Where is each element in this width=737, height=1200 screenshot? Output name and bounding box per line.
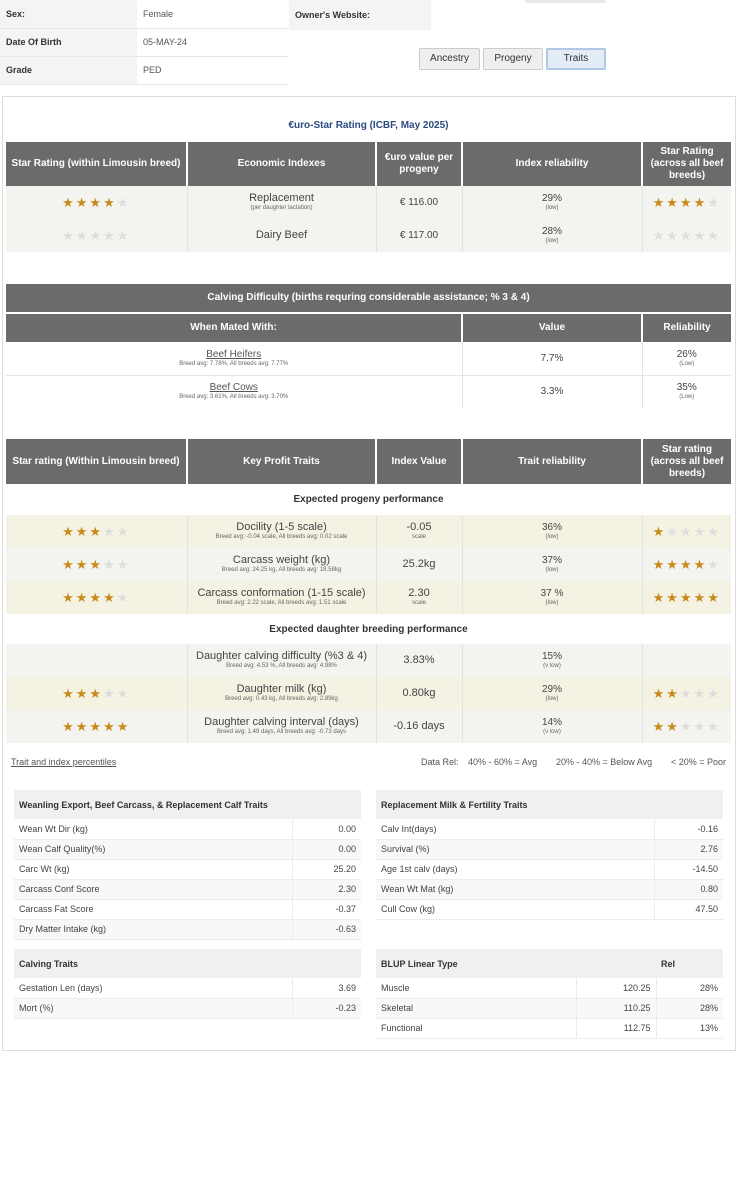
- star-filled-icon: ★: [75, 718, 90, 734]
- trait-label: Carc Wt (kg): [14, 859, 292, 879]
- star-filled-icon: ★: [666, 589, 680, 605]
- star-empty-icon: ★: [693, 523, 708, 539]
- reliability-value: 35%: [676, 382, 697, 394]
- star-filled-icon: ★: [75, 589, 90, 605]
- trait-label: Wean Wt Mat (kg): [376, 879, 654, 899]
- rel-header: Rel: [656, 949, 723, 978]
- trait-label: Muscle: [376, 978, 576, 998]
- table-row: [14, 919, 361, 939]
- index-name: Dairy Beef: [255, 229, 308, 241]
- calving-difficulty-table: [6, 284, 731, 408]
- star-empty-icon: ★: [693, 685, 708, 701]
- table-row: [6, 644, 731, 677]
- trait-rel: 28%: [656, 998, 723, 1018]
- star-filled-icon: ★: [652, 556, 667, 572]
- table-row: [6, 186, 731, 219]
- star-empty-icon: ★: [707, 718, 721, 734]
- star-rating: [62, 686, 130, 701]
- trait-name: Carcass weight (kg): [232, 554, 331, 566]
- star-filled-icon: ★: [89, 589, 104, 605]
- table-header-row: [6, 314, 731, 342]
- star-filled-icon: ★: [679, 556, 694, 572]
- info-value: PED: [137, 56, 289, 84]
- reliability-value: 15%: [541, 651, 562, 662]
- trait-value: 2.30: [292, 879, 361, 899]
- trait-value: 110.25: [576, 998, 656, 1018]
- trait-value: 120.25: [576, 978, 656, 998]
- table-row: [6, 515, 731, 548]
- trait-label: Carcass Fat Score: [14, 899, 292, 919]
- info-label: Grade: [0, 56, 137, 84]
- table-row: [14, 978, 361, 998]
- star-filled-icon: ★: [666, 718, 680, 734]
- owners-website-label: Owner's Website:: [289, 0, 431, 30]
- star-filled-icon: ★: [666, 194, 680, 210]
- trait-label: Wean Wt Dir (kg): [14, 819, 292, 839]
- table-header-row: [376, 790, 723, 819]
- info-row: [0, 56, 289, 84]
- star-filled-icon: ★: [652, 685, 667, 701]
- star-empty-icon: ★: [103, 685, 117, 701]
- star-empty-icon: ★: [693, 227, 708, 243]
- trait-label: Functional: [376, 1018, 576, 1038]
- info-label: Date Of Birth: [0, 28, 137, 56]
- star-empty-icon: ★: [707, 227, 721, 243]
- reliability-value: 29%: [541, 193, 562, 204]
- euro-star-title: €uro-Star Rating (ICBF, May 2025): [288, 120, 449, 131]
- breed-average: Breed avg: 7.78%, All breeds avg: 7.77%: [179, 360, 289, 367]
- star-rating: [653, 719, 721, 734]
- star-empty-icon: ★: [89, 227, 104, 243]
- calving-traits-table: [14, 949, 361, 1019]
- star-filled-icon: ★: [652, 589, 667, 605]
- star-rating: [62, 590, 130, 605]
- reliability-level: (Low): [679, 394, 695, 401]
- table-header-row: [6, 142, 731, 186]
- star-filled-icon: ★: [62, 589, 76, 605]
- table-row: [376, 978, 723, 998]
- star-filled-icon: ★: [62, 718, 76, 734]
- calving-value: 7.7%: [462, 342, 642, 375]
- table-row: [14, 819, 361, 839]
- key-profit-traits-table: [6, 439, 731, 743]
- star-rating: [62, 719, 130, 734]
- index-value: -0.05: [406, 521, 432, 533]
- star-rating: [62, 195, 130, 210]
- table-row: [376, 998, 723, 1018]
- weanling-traits-table: [14, 790, 361, 940]
- reliability-value: 37%: [541, 555, 562, 566]
- star-empty-icon: ★: [707, 685, 721, 701]
- trait-label: Dry Matter Intake (kg): [14, 919, 292, 939]
- table-row: [14, 899, 361, 919]
- table-header-row: [376, 949, 723, 978]
- reliability-level: (v low): [543, 663, 561, 669]
- star-empty-icon: ★: [707, 556, 721, 572]
- section-row: [6, 484, 731, 515]
- table-row: [14, 998, 361, 1018]
- star-filled-icon: ★: [693, 589, 708, 605]
- index-value: 2.30: [408, 587, 430, 599]
- tab-ancestry[interactable]: Ancestry: [419, 48, 480, 70]
- reliability-level: (low): [545, 600, 559, 606]
- star-rating: [653, 524, 721, 539]
- trait-label: Cull Cow (kg): [376, 899, 654, 919]
- star-empty-icon: ★: [679, 718, 694, 734]
- star-empty-icon: ★: [116, 227, 131, 243]
- trait-label: Survival (%): [376, 839, 654, 859]
- star-filled-icon: ★: [62, 194, 76, 210]
- breed-average: Breed avg: 4.53 %, All breeds avg: 4.98%: [226, 663, 337, 669]
- info-row: [0, 0, 289, 28]
- column-header: Index Value: [376, 439, 462, 484]
- reliability-value: 14%: [541, 717, 562, 728]
- table-row: [376, 859, 723, 879]
- data-rel-label: Data Rel:: [421, 757, 459, 767]
- column-header: Index reliability: [462, 142, 642, 186]
- star-filled-icon: ★: [652, 523, 667, 539]
- value-unit: scale: [411, 600, 426, 606]
- star-filled-icon: ★: [62, 523, 76, 539]
- breed-average: Breed avg: 24.25 kg, All breeds avg: 18.58kg: [221, 567, 342, 573]
- table-row: [14, 879, 361, 899]
- divider: [525, 0, 606, 3]
- trait-name: Daughter milk (kg): [236, 683, 327, 695]
- index-name: Replacement: [249, 192, 314, 204]
- star-empty-icon: ★: [679, 685, 694, 701]
- index-note: (per daughter lactation): [250, 205, 313, 211]
- trait-value: -0.16: [654, 819, 723, 839]
- trait-name: Daughter calving interval (days): [204, 716, 359, 728]
- info-row: [0, 28, 289, 56]
- star-filled-icon: ★: [116, 718, 131, 734]
- trait-label: Carcass Conf Score: [14, 879, 292, 899]
- reliability-level: (v low): [543, 729, 561, 735]
- reliability-value: 28%: [541, 226, 562, 237]
- beef-cows-link[interactable]: Beef Cows: [209, 382, 258, 394]
- star-empty-icon: ★: [75, 227, 90, 243]
- table-row: [376, 819, 723, 839]
- index-value: 0.80kg: [402, 687, 436, 699]
- table-header-row: [6, 439, 731, 484]
- star-rating: [653, 228, 721, 243]
- star-filled-icon: ★: [75, 685, 90, 701]
- info-value: Female: [137, 0, 289, 28]
- legend-below-avg: 20% - 40% = Below Avg: [556, 757, 653, 767]
- trait-label: Gestation Len (days): [14, 978, 292, 998]
- star-filled-icon: ★: [666, 685, 680, 701]
- star-empty-icon: ★: [116, 194, 131, 210]
- table-header-row: [14, 949, 361, 978]
- trait-value: 0.80: [654, 879, 723, 899]
- trait-value: 2.76: [654, 839, 723, 859]
- trait-label: Age 1st calv (days): [376, 859, 654, 879]
- star-filled-icon: ★: [652, 194, 667, 210]
- column-header: Star rating (Within Limousin breed): [6, 439, 187, 484]
- star-empty-icon: ★: [103, 523, 117, 539]
- milk-fertility-table: [376, 790, 723, 920]
- index-value: 25.2kg: [402, 558, 436, 570]
- star-empty-icon: ★: [693, 718, 708, 734]
- trait-value: -0.37: [292, 899, 361, 919]
- breed-average: Breed avg: 0.43 kg, All breeds avg: 2.89kg: [225, 696, 338, 702]
- euro-value: € 116.00: [376, 186, 462, 219]
- index-value: 3.83%: [403, 654, 435, 666]
- trait-label: Mort (%): [14, 998, 292, 1018]
- star-filled-icon: ★: [103, 194, 117, 210]
- trait-value: 3.69: [292, 978, 361, 998]
- table-row: [376, 839, 723, 859]
- column-header: €uro value per progeny: [376, 142, 462, 186]
- table-row: [14, 859, 361, 879]
- table-row: [6, 710, 731, 743]
- calving-difficulty-title: Calving Difficulty (births requring considerable assistance; % 3 & 4): [6, 284, 731, 312]
- table-row: [376, 879, 723, 899]
- star-filled-icon: ★: [89, 556, 104, 572]
- star-filled-icon: ★: [666, 556, 680, 572]
- star-filled-icon: ★: [679, 589, 694, 605]
- star-filled-icon: ★: [75, 523, 90, 539]
- column-header: Value: [462, 314, 642, 342]
- trait-rel: 28%: [656, 978, 723, 998]
- star-filled-icon: ★: [75, 556, 90, 572]
- star-rating: [62, 557, 130, 572]
- blup-title: BLUP Linear Type: [376, 949, 656, 978]
- weanling-title: Weanling Export, Beef Carcass, & Replacement Calf Traits: [14, 790, 361, 819]
- star-empty-icon: ★: [103, 227, 117, 243]
- trait-value: 0.00: [292, 819, 361, 839]
- star-filled-icon: ★: [62, 556, 76, 572]
- trait-value: -0.63: [292, 919, 361, 939]
- section-title: Expected progeny performance: [6, 484, 731, 515]
- info-value: 05-MAY-24: [137, 28, 289, 56]
- star-empty-icon: ★: [707, 523, 721, 539]
- star-filled-icon: ★: [707, 589, 721, 605]
- column-header: Star Rating (across all beef breeds): [642, 142, 731, 186]
- trait-value: -0.23: [292, 998, 361, 1018]
- star-empty-icon: ★: [707, 194, 721, 210]
- star-filled-icon: ★: [679, 194, 694, 210]
- tab-progeny[interactable]: Progeny: [483, 48, 543, 70]
- column-header: Trait reliability: [462, 439, 642, 484]
- reliability-level: (low): [545, 696, 559, 702]
- star-filled-icon: ★: [75, 194, 90, 210]
- star-empty-icon: ★: [652, 227, 667, 243]
- trait-value: 112.75: [576, 1018, 656, 1038]
- table-row: [376, 899, 723, 919]
- trait-label: Wean Calf Quality(%): [14, 839, 292, 859]
- breed-average: Breed avg: 3.61%, All breeds avg: 3.70%: [179, 394, 289, 401]
- star-empty-icon: ★: [116, 685, 131, 701]
- table-header-row: [14, 790, 361, 819]
- star-rating: [653, 686, 721, 701]
- star-empty-icon: ★: [103, 556, 117, 572]
- reliability-value: 36%: [541, 522, 562, 533]
- reliability-level: (low): [545, 567, 559, 573]
- trait-label: Skeletal: [376, 998, 576, 1018]
- reliability-level: (low): [545, 534, 559, 540]
- section-title: Expected daughter breeding performance: [6, 614, 731, 644]
- table-row: [6, 375, 731, 408]
- section-row: [6, 614, 731, 644]
- trait-label: Calv Int(days): [376, 819, 654, 839]
- reliability-level: (Low): [679, 360, 695, 367]
- star-filled-icon: ★: [693, 194, 708, 210]
- table-row: [6, 581, 731, 614]
- star-rating: [653, 557, 721, 572]
- star-empty-icon: ★: [679, 227, 694, 243]
- calving-value: 3.3%: [462, 375, 642, 408]
- table-row: [6, 548, 731, 581]
- star-empty-icon: ★: [116, 523, 131, 539]
- milk-fertility-title: Replacement Milk & Fertility Traits: [376, 790, 723, 819]
- trait-value: 0.00: [292, 839, 361, 859]
- reliability-level: (low): [545, 205, 559, 211]
- star-empty-icon: ★: [62, 227, 76, 243]
- star-filled-icon: ★: [103, 718, 117, 734]
- euro-star-table: [6, 142, 731, 252]
- star-filled-icon: ★: [62, 685, 76, 701]
- star-filled-icon: ★: [89, 718, 104, 734]
- trait-name: Docility (1-5 scale): [236, 521, 327, 533]
- star-filled-icon: ★: [89, 685, 104, 701]
- star-filled-icon: ★: [652, 718, 667, 734]
- star-rating: [62, 228, 130, 243]
- column-header: Reliability: [642, 314, 731, 342]
- euro-value: € 117.00: [376, 219, 462, 252]
- beef-heifers-link[interactable]: Beef Heifers: [206, 348, 262, 360]
- reliability-value: 37 %: [540, 588, 564, 599]
- star-empty-icon: ★: [116, 556, 131, 572]
- tab-traits[interactable]: Traits: [546, 48, 606, 70]
- star-rating: [653, 590, 721, 605]
- star-empty-icon: ★: [666, 523, 680, 539]
- trait-rel: 13%: [656, 1018, 723, 1038]
- trait-name: Carcass conformation (1-15 scale): [197, 587, 366, 599]
- trait-value: -14.50: [654, 859, 723, 879]
- table-row: [6, 219, 731, 252]
- animal-info-table: [0, 0, 289, 85]
- column-header: Star Rating (within Limousin breed): [6, 142, 187, 186]
- breed-average: Breed avg: 1.49 days, All breeds avg: -0.73 days: [216, 729, 347, 735]
- column-header: When Mated With:: [6, 314, 462, 342]
- star-filled-icon: ★: [693, 556, 708, 572]
- legend-avg: 40% - 60% = Avg: [468, 757, 538, 767]
- reliability-level: (low): [545, 238, 559, 244]
- breed-average: Breed avg: -0.04 scale, All breeds avg: 0.02 scale: [215, 534, 348, 540]
- table-row: [14, 839, 361, 859]
- calving-traits-title: Calving Traits: [14, 949, 361, 978]
- blup-linear-type-table: [376, 949, 723, 1039]
- table-row: [6, 342, 731, 375]
- column-header: Economic Indexes: [187, 142, 376, 186]
- star-empty-icon: ★: [116, 589, 131, 605]
- info-label: Sex:: [0, 0, 137, 28]
- table-row: [376, 1018, 723, 1038]
- star-empty-icon: ★: [679, 523, 694, 539]
- table-title-row: [6, 284, 731, 312]
- percentiles-link[interactable]: Trait and index percentiles: [11, 757, 117, 767]
- breed-average: Breed avg: 2.22 scale, All breeds avg: 1.51 scale: [216, 600, 347, 606]
- reliability-value: 29%: [541, 684, 562, 695]
- value-unit: scale: [411, 534, 426, 540]
- star-empty-icon: ★: [666, 227, 680, 243]
- trait-name: Daughter calving difficulty (%3 & 4): [196, 650, 367, 662]
- column-header: Star rating (across all beef breeds): [642, 439, 731, 484]
- star-rating: [653, 195, 721, 210]
- trait-value: 47.50: [654, 899, 723, 919]
- legend-poor: < 20% = Poor: [671, 757, 727, 767]
- table-row: [6, 677, 731, 710]
- reliability-value: 26%: [676, 348, 697, 360]
- column-header: Key Profit Traits: [187, 439, 376, 484]
- star-filled-icon: ★: [89, 523, 104, 539]
- trait-value: 25.20: [292, 859, 361, 879]
- star-rating: [62, 524, 130, 539]
- star-filled-icon: ★: [103, 589, 117, 605]
- index-value: -0.16 days: [393, 720, 445, 732]
- star-filled-icon: ★: [89, 194, 104, 210]
